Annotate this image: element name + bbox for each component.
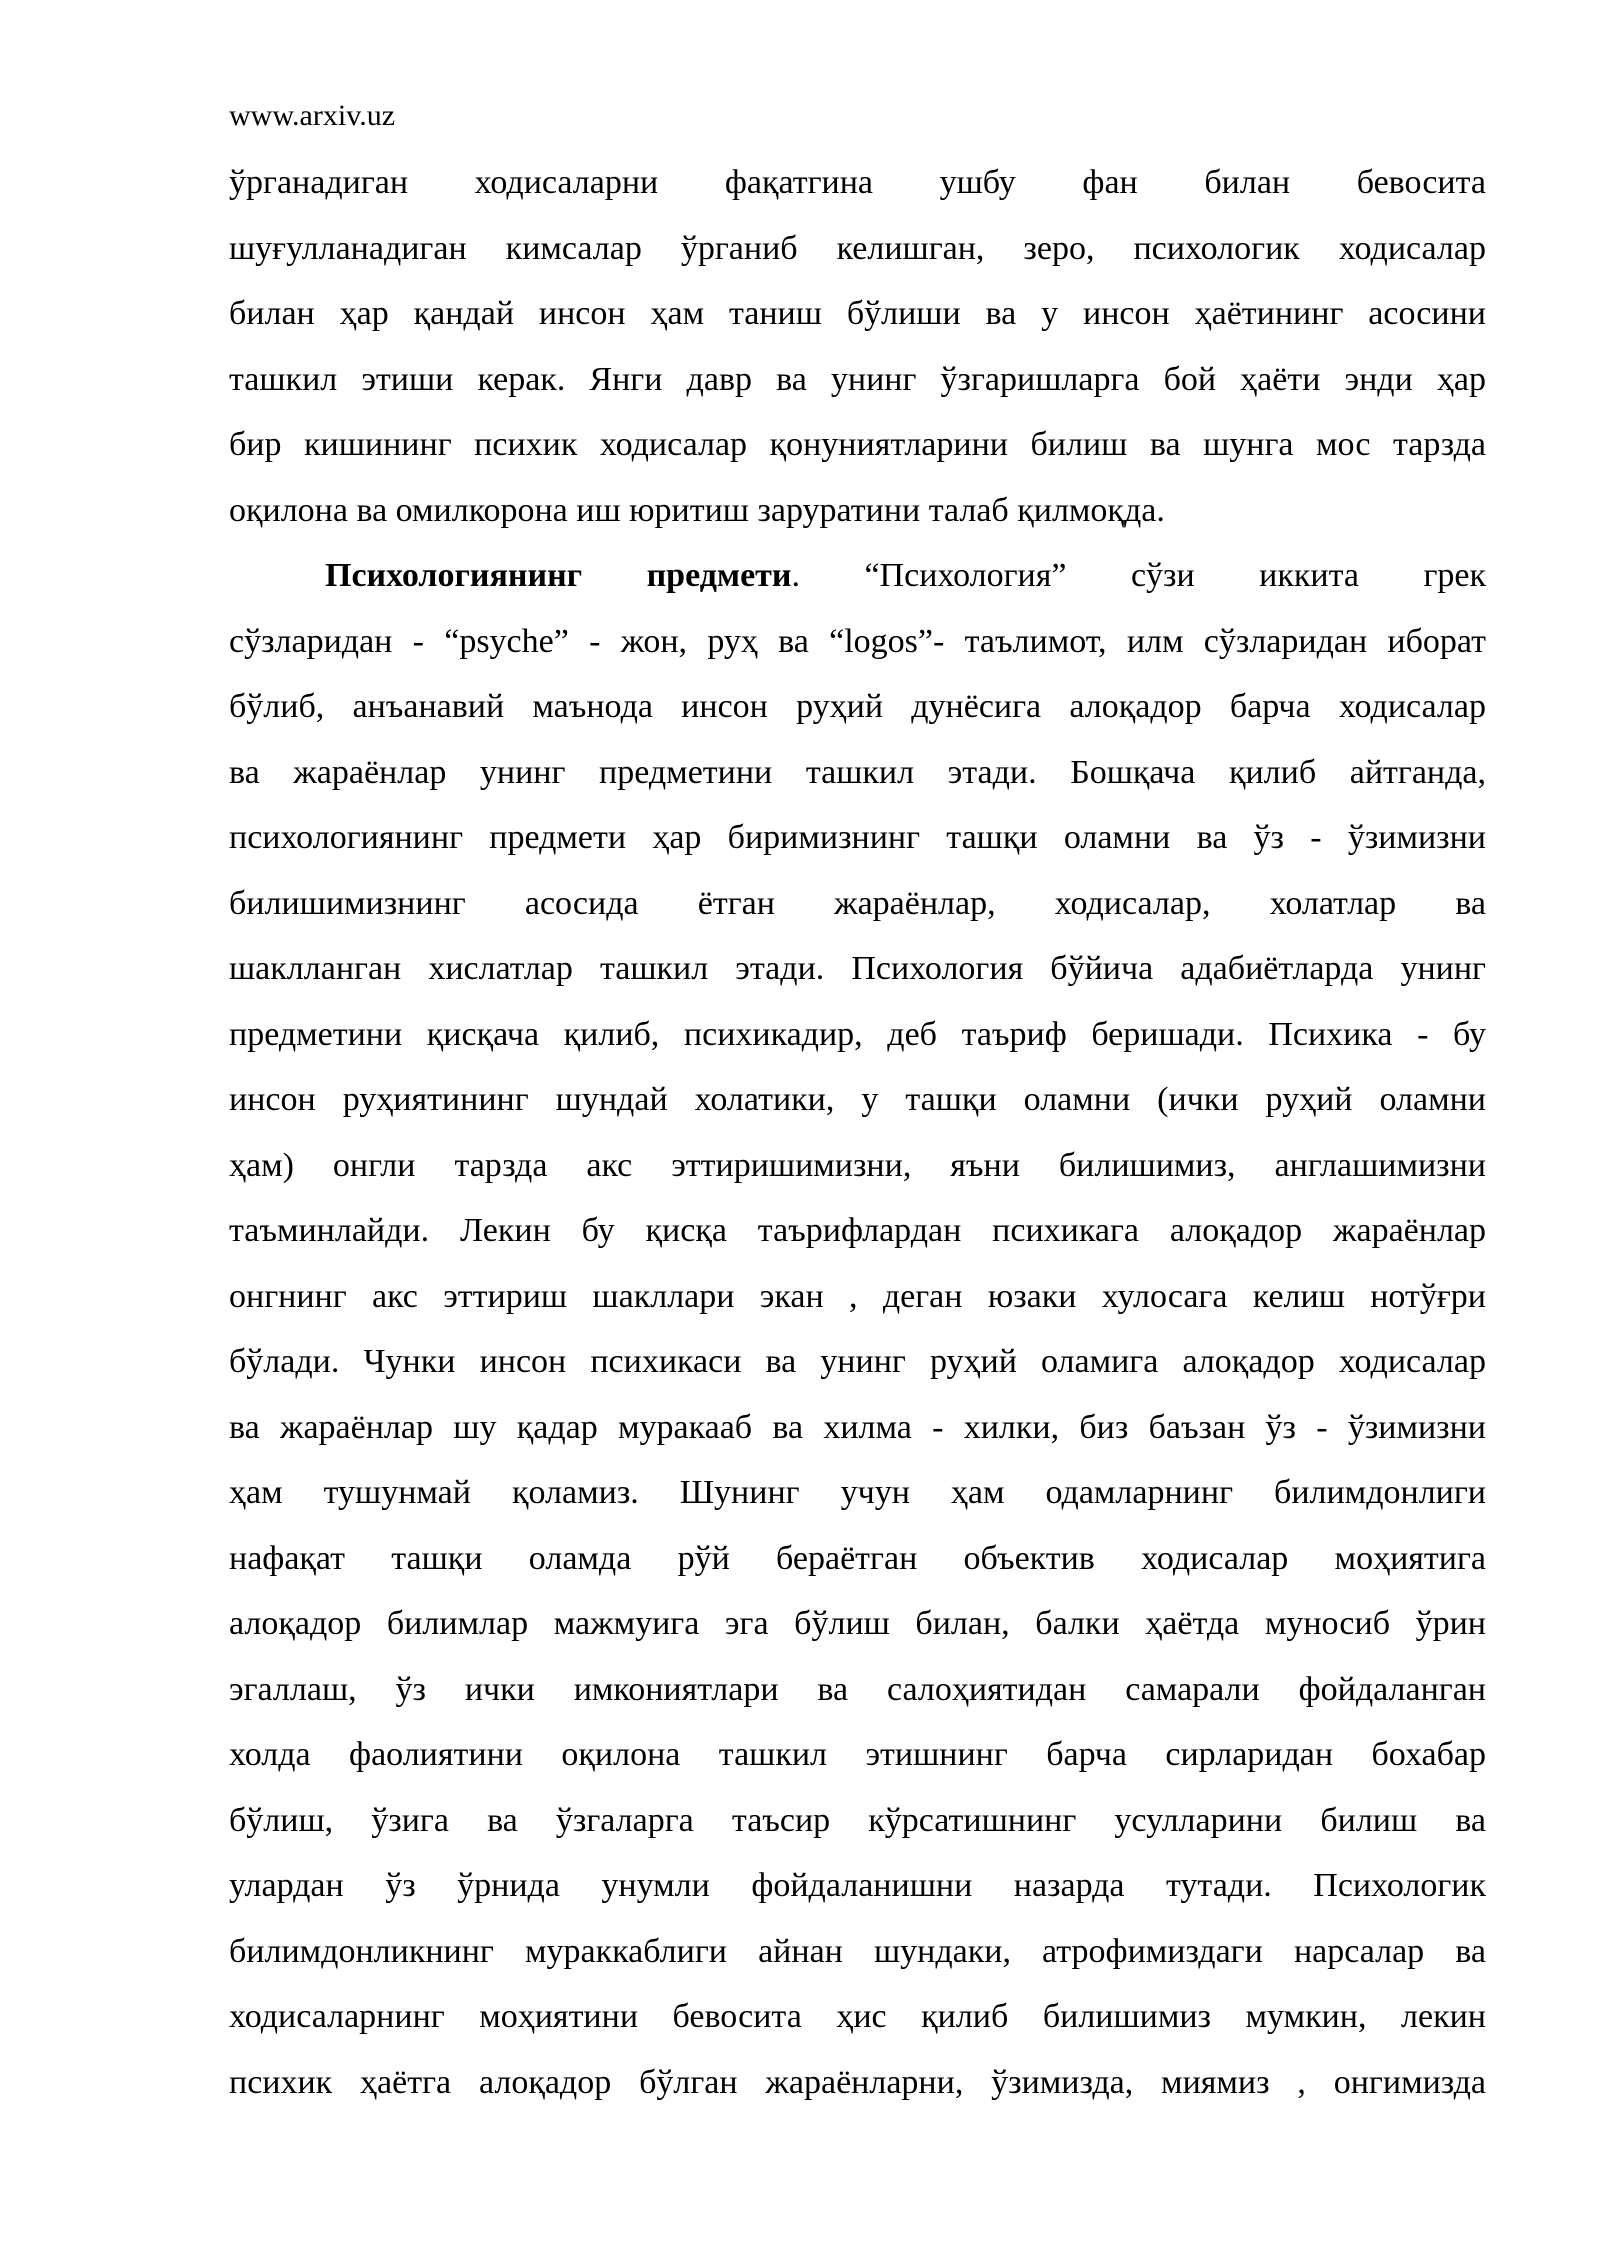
document-body	[229, 150, 1486, 2115]
text-line: сўзларидан - “psyche” - жон, руҳ ва “logos”- таълимот, илм сўзларидан иборат	[229, 622, 1486, 660]
text-line: бир кишининг психик ходисалар қонуниятларини билиш ва шунга мос тарзда	[229, 426, 1486, 463]
text-line: холда фаолиятини оқилона ташкил этишнинг барча сирларидан бохабар	[229, 1736, 1486, 1773]
text-line: онгнинг акс эттириш шакллари экан , деган юзаки хулосага келиш нотўғри	[229, 1277, 1486, 1315]
text-fragment: . “Психология” сўзи иккита грек	[791, 557, 1486, 594]
text-line: билан ҳар қандай инсон ҳам таниш бўлиши ва у инсон ҳаётининг асосини	[229, 295, 1486, 332]
text-line: шуғулланадиган кимсалар ўрганиб келишган, зеро, психологик ходисалар	[229, 229, 1486, 267]
text-line: нафақат ташқи оламда рўй бераётган объектив ходисалар моҳиятига	[229, 1539, 1486, 1577]
text-line: инсон руҳиятининг шундай холатики, у ташқи оламни (ички руҳий оламни	[229, 1081, 1486, 1118]
text-line: билимдонликнинг мураккаблиги айнан шундаки, атрофимиздаги нарсалар ва	[229, 1932, 1486, 1970]
text-line: ходисаларнинг моҳиятини бевосита ҳис қилиб билишимиз мумкин, лекин	[229, 1998, 1486, 2035]
text-line: ҳам) онгли тарзда акс эттиришимизни, яъни билишимиз, англашимизни	[229, 1146, 1486, 1184]
paragraph-first-line	[229, 543, 1486, 609]
text-line: алоқадор билимлар мажмуига эга бўлиш билан, балки ҳаётда муносиб ўрин	[229, 1605, 1486, 1642]
text-line: эгаллаш, ўз ички имкониятлари ва салоҳиятидан самарали фойдаланган	[229, 1670, 1486, 1708]
text-line: бўлиб, анъанавий маънода инсон руҳий дунёсига алоқадор барча ходисалар	[229, 688, 1486, 725]
text-line: бўлади. Чунки инсон психикаси ва унинг руҳий оламига алоқадор ходисалар	[229, 1343, 1486, 1380]
text-line: ҳам тушунмай қоламиз. Шунинг учун ҳам одамларнинг билимдонлиги	[229, 1474, 1486, 1511]
text-line: ва жараёнлар шу қадар муракааб ва хилма - хилки, биз баъзан ўз - ўзимизни	[229, 1408, 1486, 1446]
text-line: шаклланган хислатлар ташкил этади. Психология бўйича адабиётларда унинг	[229, 950, 1486, 987]
text-line: психик ҳаётга алоқадор бўлган жараёнларни, ўзимизда, миямиз , онгимизда	[229, 2063, 1486, 2101]
text-line: ташкил этиши керак. Янги давр ва унинг ўзгаришларга бой ҳаёти энди ҳар	[229, 360, 1486, 398]
text-line: билишимизнинг асосида ётган жараёнлар, ходисалар, холатлар ва	[229, 884, 1486, 922]
section-heading: Психологиянинг предмети	[325, 557, 792, 594]
text-line: предметини қисқача қилиб, психикадир, деб таъриф беришади. Психика - бу	[229, 1015, 1486, 1053]
text-line: ва жараёнлар унинг предметини ташкил этади. Бошқача қилиб айтганда,	[229, 753, 1486, 791]
text-line: таъминлайди. Лекин бу қисқа таърифлардан психикага алоқадор жараёнлар	[229, 1212, 1486, 1249]
text-line: оқилона ва омилкорона иш юритиш заруратини талаб қилмоқда.	[229, 491, 1165, 529]
text-line: бўлиш, ўзига ва ўзгаларга таъсир кўрсатишнинг усулларини билиш ва	[229, 1801, 1486, 1839]
text-line: психологиянинг предмети ҳар биримизнинг ташқи оламни ва ўз - ўзимизни	[229, 819, 1486, 856]
text-line: улардан ўз ўрнида унумли фойдаланишни назарда тутади. Психологик	[229, 1867, 1486, 1904]
text-line: ўрганадиган ходисаларни фақатгина ушбу фан билан бевосита	[229, 164, 1486, 201]
site-url: www.arxiv.uz	[229, 99, 396, 132]
